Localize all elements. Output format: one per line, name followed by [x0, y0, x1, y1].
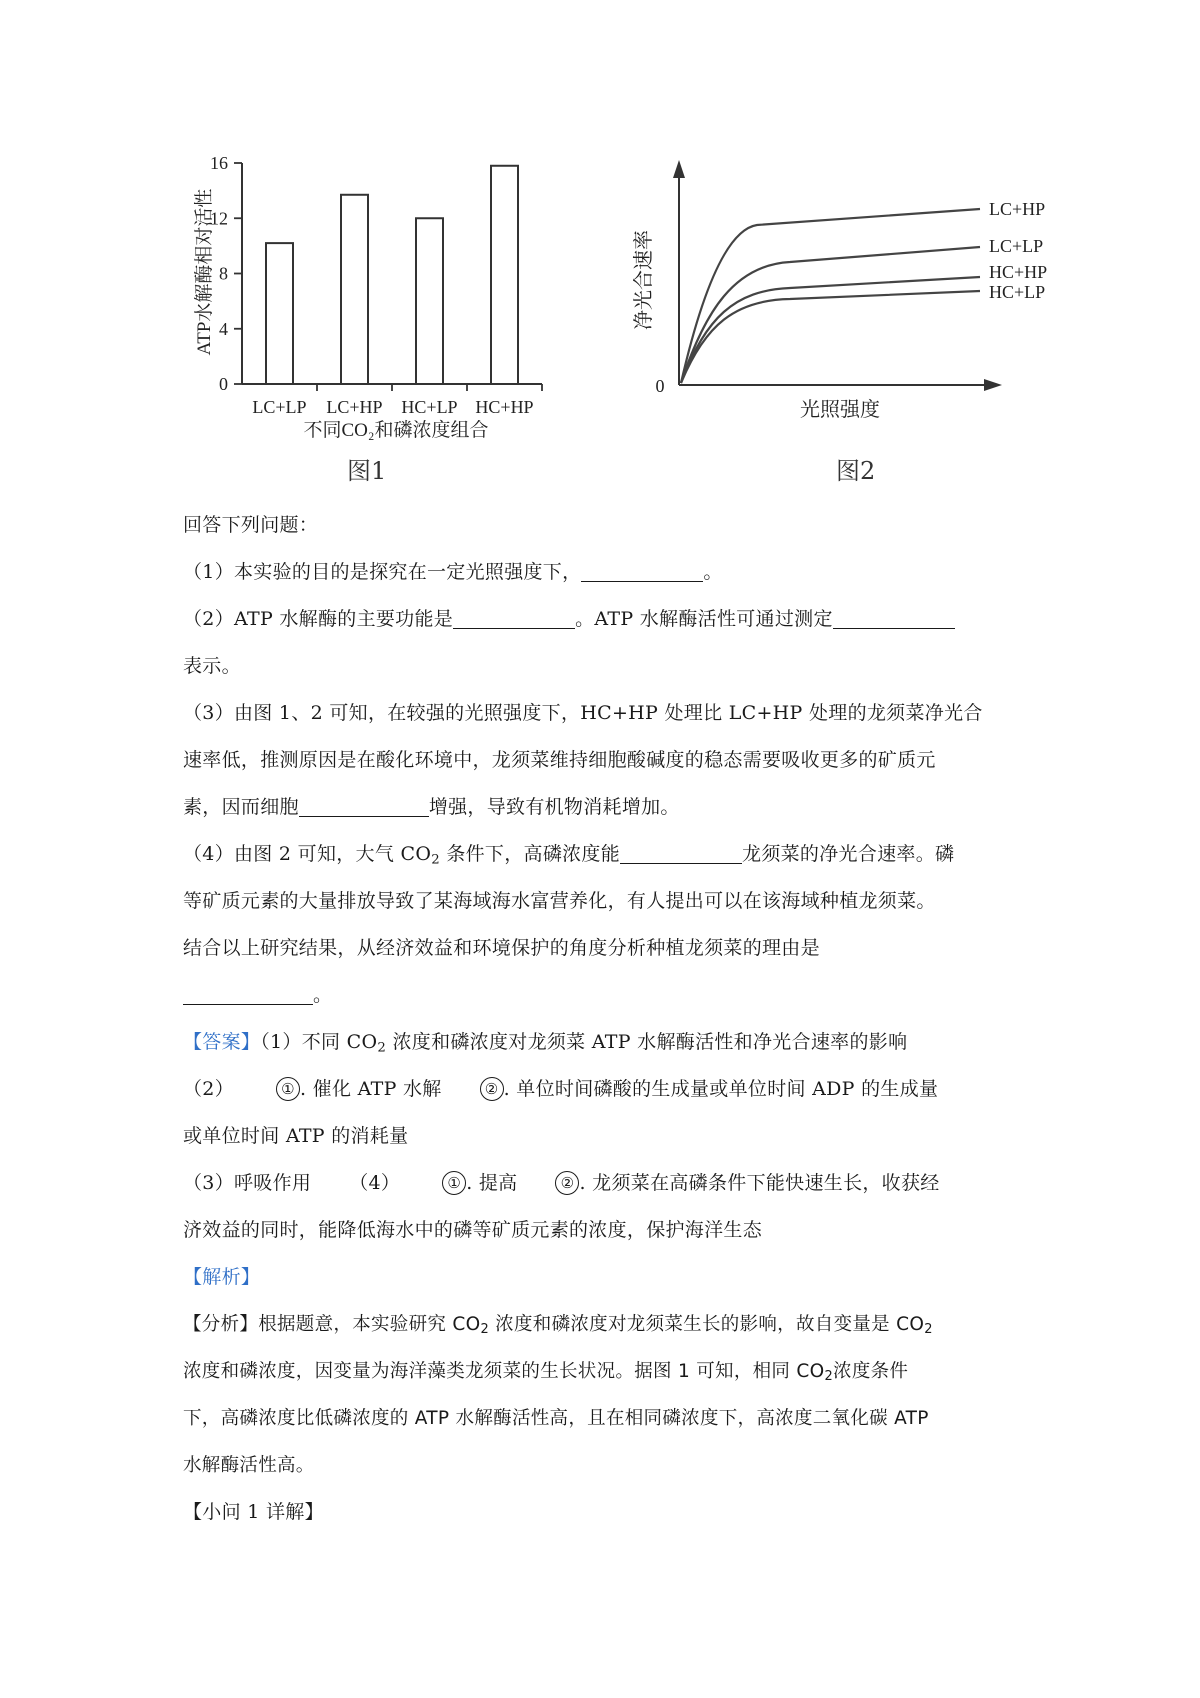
analysis-line2	[183, 1348, 1033, 1395]
q4-text-mid: 条件下，高磷浓度能	[439, 843, 621, 865]
question-1	[183, 549, 1033, 596]
question-4-line2: 等矿质元素的大量排放导致了某海域海水富营养化，有人提出可以在该海域种植龙须菜。	[183, 890, 936, 912]
fig1-y-tick-label: 8	[219, 263, 228, 284]
question-4-line4	[183, 972, 1033, 1019]
analysis-text-1: 【分析】根据题意，本实验研究 CO	[183, 1314, 481, 1335]
answer-1-text: （1）不同 CO	[260, 1031, 378, 1053]
answer-line1	[183, 1019, 1033, 1066]
fig1-category-label: HC+LP	[401, 397, 458, 417]
q2-text-mid: 。ATP 水解酶活性可通过测定	[575, 608, 833, 630]
answer-1-text-end: 浓度和磷浓度对龙须菜 ATP 水解酶活性和净光合速率的影响	[386, 1031, 908, 1053]
analysis-text-4: 浓度条件	[833, 1361, 909, 1382]
q4-blank-2	[183, 982, 313, 1005]
answer-2-label: （2）	[183, 1078, 234, 1100]
analysis-subscript-1: 2	[480, 1322, 489, 1338]
fig1-category-label: LC+HP	[326, 397, 383, 417]
question-2-line2: 表示。	[183, 655, 241, 677]
q3-text-end: 增强，导致有机物消耗增加。	[428, 796, 680, 818]
answer-2-line2: 或单位时间 ATP 的消耗量	[183, 1125, 409, 1147]
fig1-y-tick-label: 12	[210, 208, 228, 229]
fig1-y-tick-label: 16	[210, 153, 228, 173]
fig2-legend-lc-lp: LC+LP	[989, 236, 1044, 256]
q1-end: 。	[703, 561, 723, 583]
fig2-y-arrow	[673, 160, 685, 178]
fig2-chart	[632, 160, 1047, 421]
fig2-series-lc-hp	[681, 209, 980, 383]
answer-4-label: （4）	[349, 1172, 401, 1194]
answer-3: （3）呼吸作用	[183, 1172, 312, 1194]
analysis-text-3: 浓度和磷浓度，因变量为海洋藻类龙须菜的生长状况。据图 1 可知，相同 CO	[183, 1361, 825, 1382]
fig1-category-label: LC+LP	[252, 397, 307, 417]
fig1-bar	[491, 166, 518, 384]
fig2-origin-label: 0	[655, 376, 665, 396]
fig2-legend-lc-hp: LC+HP	[989, 199, 1046, 219]
fig2-x-arrow	[984, 379, 1002, 391]
question-block	[183, 502, 1033, 1536]
q2-blank-2	[833, 606, 955, 629]
fig1-chart	[193, 153, 542, 441]
q2-blank-1	[453, 606, 575, 629]
fig2-legend-hc-hp: HC+HP	[989, 262, 1048, 282]
fig2-caption: 图2	[836, 457, 876, 485]
sub-question-1-heading: 【小问 1 详解】	[183, 1501, 324, 1523]
q4-end: 。	[313, 984, 333, 1006]
q4-text-end: 龙须菜的净光合速率。磷	[742, 843, 955, 865]
question-2	[183, 596, 1033, 643]
fig1-y-tick-label: 4	[219, 318, 228, 339]
analysis-line1	[183, 1301, 1033, 1348]
question-intro: 回答下列问题：	[183, 514, 319, 536]
q4-subscript: 2	[431, 852, 440, 868]
fig1-bar	[341, 195, 368, 384]
q2-text: （2）ATP 水解酶的主要功能是	[183, 608, 454, 630]
q4-blank-1	[620, 841, 742, 864]
answer-3-4	[183, 1160, 1033, 1207]
circled-1: ①	[276, 1077, 300, 1101]
answer-2-part2: . 单位时间磷酸的生成量或单位时间 ADP 的生成量	[503, 1078, 939, 1100]
analysis-subscript-2: 2	[924, 1322, 933, 1338]
figures-svg	[0, 0, 1200, 490]
fig1-bar	[266, 243, 293, 384]
analysis-tag: 【解析】	[183, 1266, 261, 1288]
answer-2	[183, 1066, 1033, 1113]
question-4-line3: 结合以上研究结果，从经济效益和环境保护的角度分析种植龙须菜的理由是	[183, 937, 820, 959]
analysis-text-2: 浓度和磷浓度对龙须菜生长的影响，故自变量是 CO	[489, 1314, 925, 1335]
answer-4-line2: 济效益的同时，能降低海水中的磷等矿质元素的浓度，保护海洋生态	[183, 1219, 763, 1241]
fig1-y-axis-label: ATP水解酶相对活性	[194, 188, 215, 356]
question-3-line1: （3）由图 1、2 可知，在较强的光照强度下，HC+HP 处理比 LC+HP 处理的龙须菜净光合	[183, 702, 983, 724]
fig1-category-label: HC+HP	[475, 397, 534, 417]
answer-4-part2: . 龙须菜在高磷条件下能快速生长，收获经	[579, 1172, 940, 1194]
fig2-x-axis-label: 光照强度	[800, 399, 880, 421]
fig2-legend-hc-lp: HC+LP	[989, 282, 1046, 302]
answer-1-subscript: 2	[377, 1040, 387, 1056]
q4-text: （4）由图 2 可知，大气 CO	[183, 843, 432, 865]
question-4-line1	[183, 831, 1033, 878]
q3-text: 素，因而细胞	[183, 796, 299, 818]
q3-blank	[299, 794, 429, 817]
analysis-subscript-3: 2	[824, 1369, 834, 1385]
question-3-line2: 速率低，推测原因是在酸化环境中，龙须菜维持细胞酸碱度的稳态需要吸收更多的矿质元	[183, 749, 936, 771]
answer-4-part1: . 提高	[466, 1172, 518, 1194]
circled-2: ②	[555, 1171, 579, 1195]
fig2-series-lc-lp	[681, 247, 980, 383]
analysis-line4: 水解酶活性高。	[183, 1455, 315, 1476]
fig1-y-tick-label: 0	[219, 374, 228, 394]
q1-text: （1）本实验的目的是探究在一定光照强度下，	[183, 561, 582, 583]
figure-area	[0, 0, 1200, 490]
answer-tag: 【答案】	[183, 1031, 261, 1053]
answer-2-part1: . 催化 ATP 水解	[300, 1078, 442, 1100]
fig1-caption: 图1	[347, 457, 387, 485]
fig1-bar	[416, 218, 443, 384]
q1-blank	[581, 559, 703, 582]
circled-2: ②	[480, 1077, 504, 1101]
fig1-x-axis-label: 不同CO₂和磷浓度组合	[303, 420, 489, 441]
circled-1: ①	[442, 1171, 466, 1195]
fig2-y-axis-label: 净光合速率	[633, 230, 655, 330]
fig2-series-hc-lp	[681, 291, 980, 383]
analysis-line3: 下，高磷浓度比低磷浓度的 ATP 水解酶活性高，且在相同磷浓度下，高浓度二氧化碳 ATP	[183, 1408, 929, 1429]
question-3-line3	[183, 784, 1033, 831]
